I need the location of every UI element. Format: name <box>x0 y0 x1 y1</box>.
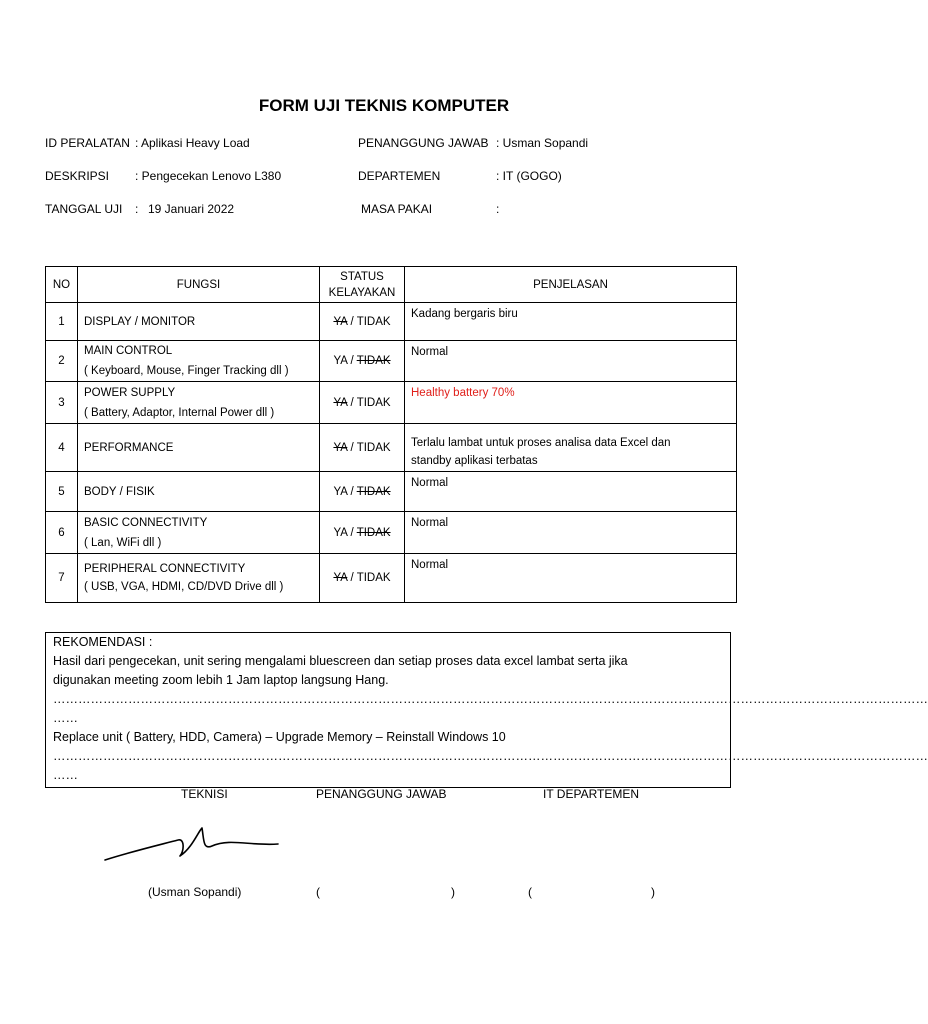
row-fungsi-main: POWER SUPPLY <box>84 386 176 399</box>
col-fungsi: FUNGSI <box>78 267 320 303</box>
status-tidak: TIDAK <box>356 315 391 328</box>
row-status <box>320 303 405 341</box>
col-penjelasan: PENJELASAN <box>405 267 737 303</box>
deskripsi-label: DESKRIPSI <box>45 169 110 183</box>
status-ya: YA <box>333 396 348 409</box>
status-slash: / <box>347 526 357 539</box>
status-slash: / <box>347 396 357 409</box>
row-penjelasan-line2: standby aplikasi terbatas <box>411 455 538 467</box>
table-row <box>46 382 737 424</box>
row-fungsi <box>78 424 320 472</box>
status-ya: YA <box>333 526 348 539</box>
row-penjelasan-line1: Terlalu lambat untuk proses analisa data Excel dan <box>411 437 671 449</box>
rekomendasi-box <box>45 632 928 788</box>
row-fungsi-main: BODY / FISIK <box>84 485 155 498</box>
status-ya: YA <box>333 572 348 584</box>
status-ya: YA <box>333 441 348 454</box>
it-paren-close: ) <box>651 885 655 899</box>
table-row <box>46 512 737 554</box>
status-tidak: TIDAK <box>356 572 391 584</box>
col-status <box>320 267 405 303</box>
row-no: 3 <box>46 382 78 424</box>
test-table <box>45 266 737 603</box>
row-penjelasan: Kadang bergaris biru <box>405 303 737 341</box>
row-no: 1 <box>46 303 78 341</box>
penanggung-label: PENANGGUNG JAWAB <box>316 787 447 801</box>
row-no: 6 <box>46 512 78 554</box>
status-ya: YA <box>333 315 348 328</box>
row-penjelasan: Normal <box>405 341 737 382</box>
row-status <box>320 424 405 472</box>
row-penjelasan <box>405 424 737 472</box>
row-fungsi <box>78 303 320 341</box>
status-tidak: TIDAK <box>356 526 391 539</box>
it-paren-open: ( <box>528 885 532 899</box>
row-status <box>320 382 405 424</box>
tanggal-label: TANGGAL UJI <box>45 202 123 216</box>
signature-image <box>100 822 285 867</box>
rekomendasi-dots-short: …… <box>53 768 78 782</box>
pj-paren-open: ( <box>316 885 320 899</box>
row-fungsi <box>78 341 320 382</box>
status-tidak: TIDAK <box>356 355 391 367</box>
row-status <box>320 512 405 554</box>
dept-value: : IT (GOGO) <box>496 169 562 183</box>
row-status <box>320 472 405 512</box>
rekomendasi-line2: digunakan meeting zoom lebih 1 Jam laptop langsung Hang. <box>53 673 389 687</box>
row-fungsi-sub: ( Keyboard, Mouse, Finger Tracking dll ) <box>84 365 289 377</box>
row-fungsi <box>78 382 320 424</box>
rekomendasi-dots-short: …… <box>53 711 78 725</box>
row-fungsi-main: DISPLAY / MONITOR <box>84 315 196 328</box>
status-tidak: TIDAK <box>356 441 391 454</box>
row-penjelasan: Healthy battery 70% <box>405 382 737 424</box>
status-slash: / <box>347 485 357 498</box>
table-row <box>46 472 737 512</box>
table-row <box>46 303 737 341</box>
rekomendasi-label: REKOMENDASI : <box>53 635 153 649</box>
table-row <box>46 554 737 603</box>
pj-label: PENANGGUNG JAWAB <box>358 136 489 150</box>
teknisi-name: (Usman Sopandi) <box>148 885 242 899</box>
row-no: 7 <box>46 554 78 603</box>
row-fungsi-main: BASIC CONNECTIVITY <box>84 516 208 529</box>
tanggal-value: 19 Januari 2022 <box>148 202 235 216</box>
table-row <box>46 424 737 472</box>
row-fungsi <box>78 554 320 603</box>
row-fungsi-main: PERFORMANCE <box>84 441 174 454</box>
row-penjelasan: Normal <box>405 512 737 554</box>
status-slash: / <box>347 355 357 367</box>
masa-value: : <box>496 202 500 216</box>
row-fungsi-sub: ( USB, VGA, HDMI, CD/DVD Drive dll ) <box>84 581 284 593</box>
row-status <box>320 554 405 603</box>
row-status <box>320 341 405 382</box>
status-slash: / <box>347 572 357 584</box>
row-fungsi-main: MAIN CONTROL <box>84 345 173 357</box>
pj-paren-close: ) <box>451 885 455 899</box>
status-ya: YA <box>333 355 348 367</box>
status-ya: YA <box>333 485 348 498</box>
id-label: ID PERALATAN <box>45 136 130 150</box>
dept-label: DEPARTEMEN <box>358 169 441 183</box>
status-slash: / <box>347 441 357 454</box>
col-no: NO <box>46 267 78 303</box>
table-header-row <box>46 267 737 303</box>
form-title: FORM UJI TEKNIS KOMPUTER <box>258 96 510 115</box>
pj-value: : Usman Sopandi <box>496 136 589 150</box>
row-fungsi-sub: ( Lan, WiFi dll ) <box>84 536 162 549</box>
col-status-line1: STATUS <box>340 270 384 283</box>
col-status-line2: KELAYAKAN <box>328 286 396 299</box>
row-penjelasan: Normal <box>405 554 737 603</box>
row-no: 4 <box>46 424 78 472</box>
row-fungsi <box>78 512 320 554</box>
id-value: : Aplikasi Heavy Load <box>135 136 250 150</box>
row-no: 5 <box>46 472 78 512</box>
status-tidak: TIDAK <box>356 396 391 409</box>
teknisi-label: TEKNISI <box>181 787 228 801</box>
tanggal-sep: : <box>135 202 139 216</box>
row-no: 2 <box>46 341 78 382</box>
it-dept-label: IT DEPARTEMEN <box>543 787 640 801</box>
rekomendasi-line1: Hasil dari pengecekan, unit sering mengalami bluescreen dan setiap proses data excel lambat serta jika <box>53 654 628 668</box>
rekomendasi-dots: ………………………………………………………………………………………………………………………………………………………………………………………… <box>53 692 928 706</box>
status-slash: / <box>347 315 357 328</box>
rekomendasi-dots: ………………………………………………………………………………………………………………………………………………………………………………………… <box>53 749 928 763</box>
row-penjelasan: Normal <box>405 472 737 512</box>
rekomendasi-line3: Replace unit ( Battery, HDD, Camera) – Upgrade Memory – Reinstall Windows 10 <box>53 730 506 744</box>
row-fungsi-main: PERIPHERAL CONNECTIVITY <box>84 563 246 575</box>
masa-label: MASA PAKAI <box>361 202 433 216</box>
table-row <box>46 341 737 382</box>
row-fungsi-sub: ( Battery, Adaptor, Internal Power dll ) <box>84 406 275 419</box>
deskripsi-value: : Pengecekan Lenovo L380 <box>135 169 282 183</box>
status-tidak: TIDAK <box>356 485 391 498</box>
row-fungsi <box>78 472 320 512</box>
